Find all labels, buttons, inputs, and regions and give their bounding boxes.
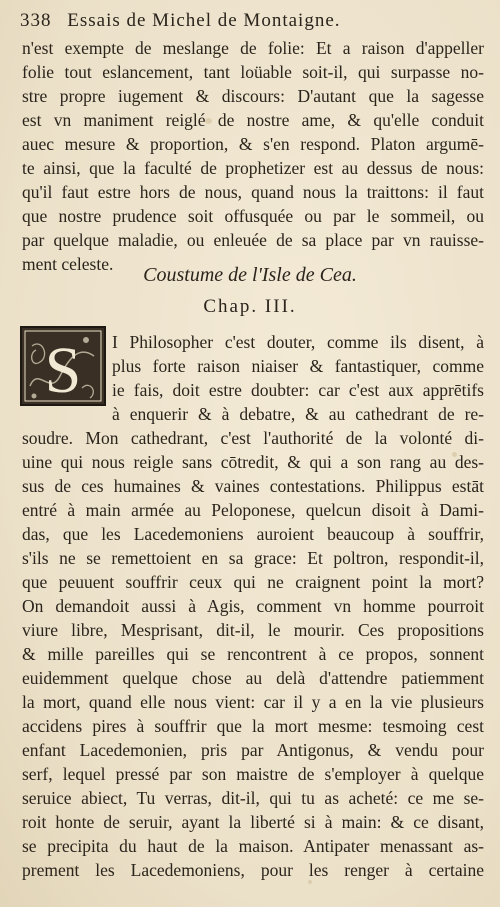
text-line: uine qui nous reigle sans cōtredit, & qui a son rang au des- <box>22 452 484 472</box>
text-line: par quelque maladie, ou enleuée de sa place par vn rauisse- <box>22 230 484 250</box>
text-line: ment celeste. <box>22 254 114 274</box>
text-line: I Philosopher c'est douter, comme ils disent, à <box>112 332 484 352</box>
chapter-number: Chap. III. <box>203 296 297 317</box>
text-line: viure libre, Mesprisant, dit-il, le mourir. Ces propositions <box>22 620 484 640</box>
text-line: que peuuent souffrir ceux qui ne craignent point la mort? <box>22 572 484 592</box>
text-line: te ainsi, que la faculté de prophetizer est au dessus de nous: <box>22 158 484 178</box>
text-line: & mille pareilles qui se rencontrent à ce propos, sonnent <box>22 644 484 664</box>
text-line: sus de ces humaines & vaines contestations. Philippus estāt <box>22 476 484 496</box>
text-line: à enquerir & à debatre, & au cathedrant de re- <box>112 404 484 424</box>
page-number: 338 <box>20 10 52 31</box>
text-line: la mort, quand elle nous vient: car il y a en la vie plusieurs <box>22 692 484 712</box>
chapter-title: Coustume de l'Isle de Cea. <box>143 264 357 286</box>
text-line: prement les Lacedemoniens, pour les renger à certaine <box>22 860 484 880</box>
text-line: ie fais, doit estre doubter: car c'est aux apprētifs <box>112 380 484 400</box>
text-line: n'est exempte de meslange de folie: Et a raison d'appeller <box>22 38 484 58</box>
text-line: accidens pires à souffrir que la mort mesme: tesmoing cest <box>22 716 484 736</box>
dropcap-letter: S <box>44 334 82 406</box>
text-line: entré à main armée au Peloponese, quelcun disoit à Dami- <box>22 500 484 520</box>
decorated-initial-letter <box>20 326 106 406</box>
text-line: auec mesure & proportion, & s'en respond. Platon argumē- <box>22 134 484 154</box>
text-line: qu'il faut estre hors de nous, quand nous la traittons: il faut <box>22 182 484 202</box>
text-line: seruice abiect, Tu verras, dit-il, qui tu as acheté: ce me se- <box>22 788 484 808</box>
text-line: das, que les Lacedemoniens auroient beaucoup à souffrir, <box>22 524 484 544</box>
text-line: plus forte raison niaiser & fantastiquer, comme <box>112 356 484 376</box>
text-line: s'ils ne se remettoient en sa grace: Et poltron, respondit-il, <box>22 548 484 568</box>
running-header <box>20 10 490 38</box>
text-line: euidemment quelque chose au delà d'attendre patiemment <box>22 668 484 688</box>
text-line: se precipita du haut de la maison. Antipater menassant as- <box>22 836 484 856</box>
text-line: roit honte de seruir, ayant la liberté si à main: & ce disant, <box>22 812 484 832</box>
text-line: On demandoit aussi à Agis, comment vn homme pourroit <box>22 596 484 616</box>
text-line: que nostre prudence soit offusquée ou par le sommeil, ou <box>22 206 484 226</box>
text-line: folie tout eslancement, tant loüable soit-il, qui surpasse no- <box>22 62 484 82</box>
running-title: Essais de Michel de Montaigne. <box>67 10 341 31</box>
text-line: soudre. Mon cathedrant, c'est l'authorité de la volonté di- <box>22 428 484 448</box>
text-line: serf, lequel pressé par son maistre de s'employer à quelque <box>22 764 484 784</box>
text-line: est vn maniment reiglé de nostre ame, & qu'elle conduit <box>22 110 484 130</box>
text-line: enfant Lacedemonien, pris par Antigonus, & vendu pour <box>22 740 484 760</box>
text-line: stre propre iugement & discours: D'autant que la sagesse <box>22 86 484 106</box>
